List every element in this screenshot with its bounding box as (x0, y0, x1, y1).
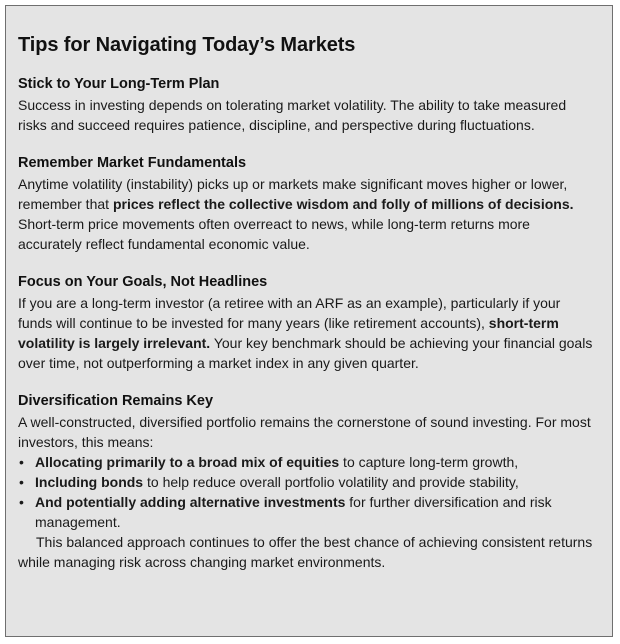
bullet-icon: • (19, 494, 24, 510)
section-heading: Stick to Your Long-Term Plan (18, 76, 220, 92)
list-item (18, 492, 594, 532)
body-emphasis: short-term volatility is largely irrelevant. (18, 315, 559, 351)
section-goals-not-headlines (18, 272, 594, 373)
bullet-icon: • (19, 454, 24, 470)
section-body: Success in investing depends on tolerating market volatility. The ability to take measured risks and succeed requires patience, discipline, and perspective during fluctuations. (18, 97, 567, 133)
body-text: Your key benchmark should be achieving your financial goals over time, not outperforming a market index in any given quarter. (18, 335, 593, 371)
bullet-list (18, 452, 594, 532)
list-item-text: to capture long-term growth, (339, 454, 519, 470)
body-text: Short-term price movements often overreact to news, while long-term returns more accurately reflect fundamental economic value. (18, 216, 530, 252)
section-heading: Remember Market Fundamentals (18, 155, 247, 171)
section-body (18, 293, 594, 373)
section-market-fundamentals (18, 153, 594, 254)
section-body (18, 174, 594, 254)
tips-panel (5, 5, 613, 637)
list-item-text: for further diversification and risk management. (35, 494, 552, 530)
list-item-text: to help reduce overall portfolio volatility and provide stability, (143, 474, 519, 490)
section-long-term-plan (18, 74, 594, 135)
bullet-icon: • (19, 474, 24, 490)
body-text: If you are a long-term investor (a retiree with an ARF as an example), particularly if your funds will continue to be invested for many years (like retirement accounts), (18, 295, 561, 331)
list-item-emphasis: Including bonds (35, 474, 144, 490)
closing-paragraph: This balanced approach continues to offer the best chance of achieving consistent returns while managing risk across changing market environments. (18, 534, 593, 570)
section-diversification (18, 391, 594, 572)
body-emphasis: prices reflect the collective wisdom and folly of millions of decisions. (112, 196, 574, 212)
section-heading: Diversification Remains Key (18, 393, 214, 409)
panel-title: Tips for Navigating Today’s Markets (18, 34, 356, 56)
list-item-emphasis: Allocating primarily to a broad mix of equities (35, 454, 340, 470)
list-item (18, 452, 594, 472)
list-item-emphasis: And potentially adding alternative investments (35, 494, 346, 510)
section-body: A well-constructed, diversified portfolio remains the cornerstone of sound investing. For most investors, this means: (18, 414, 591, 450)
section-heading: Focus on Your Goals, Not Headlines (18, 274, 268, 290)
body-text: Anytime volatility (instability) picks up or markets make significant moves higher or lower, remember that (18, 176, 568, 212)
list-item (18, 472, 594, 492)
